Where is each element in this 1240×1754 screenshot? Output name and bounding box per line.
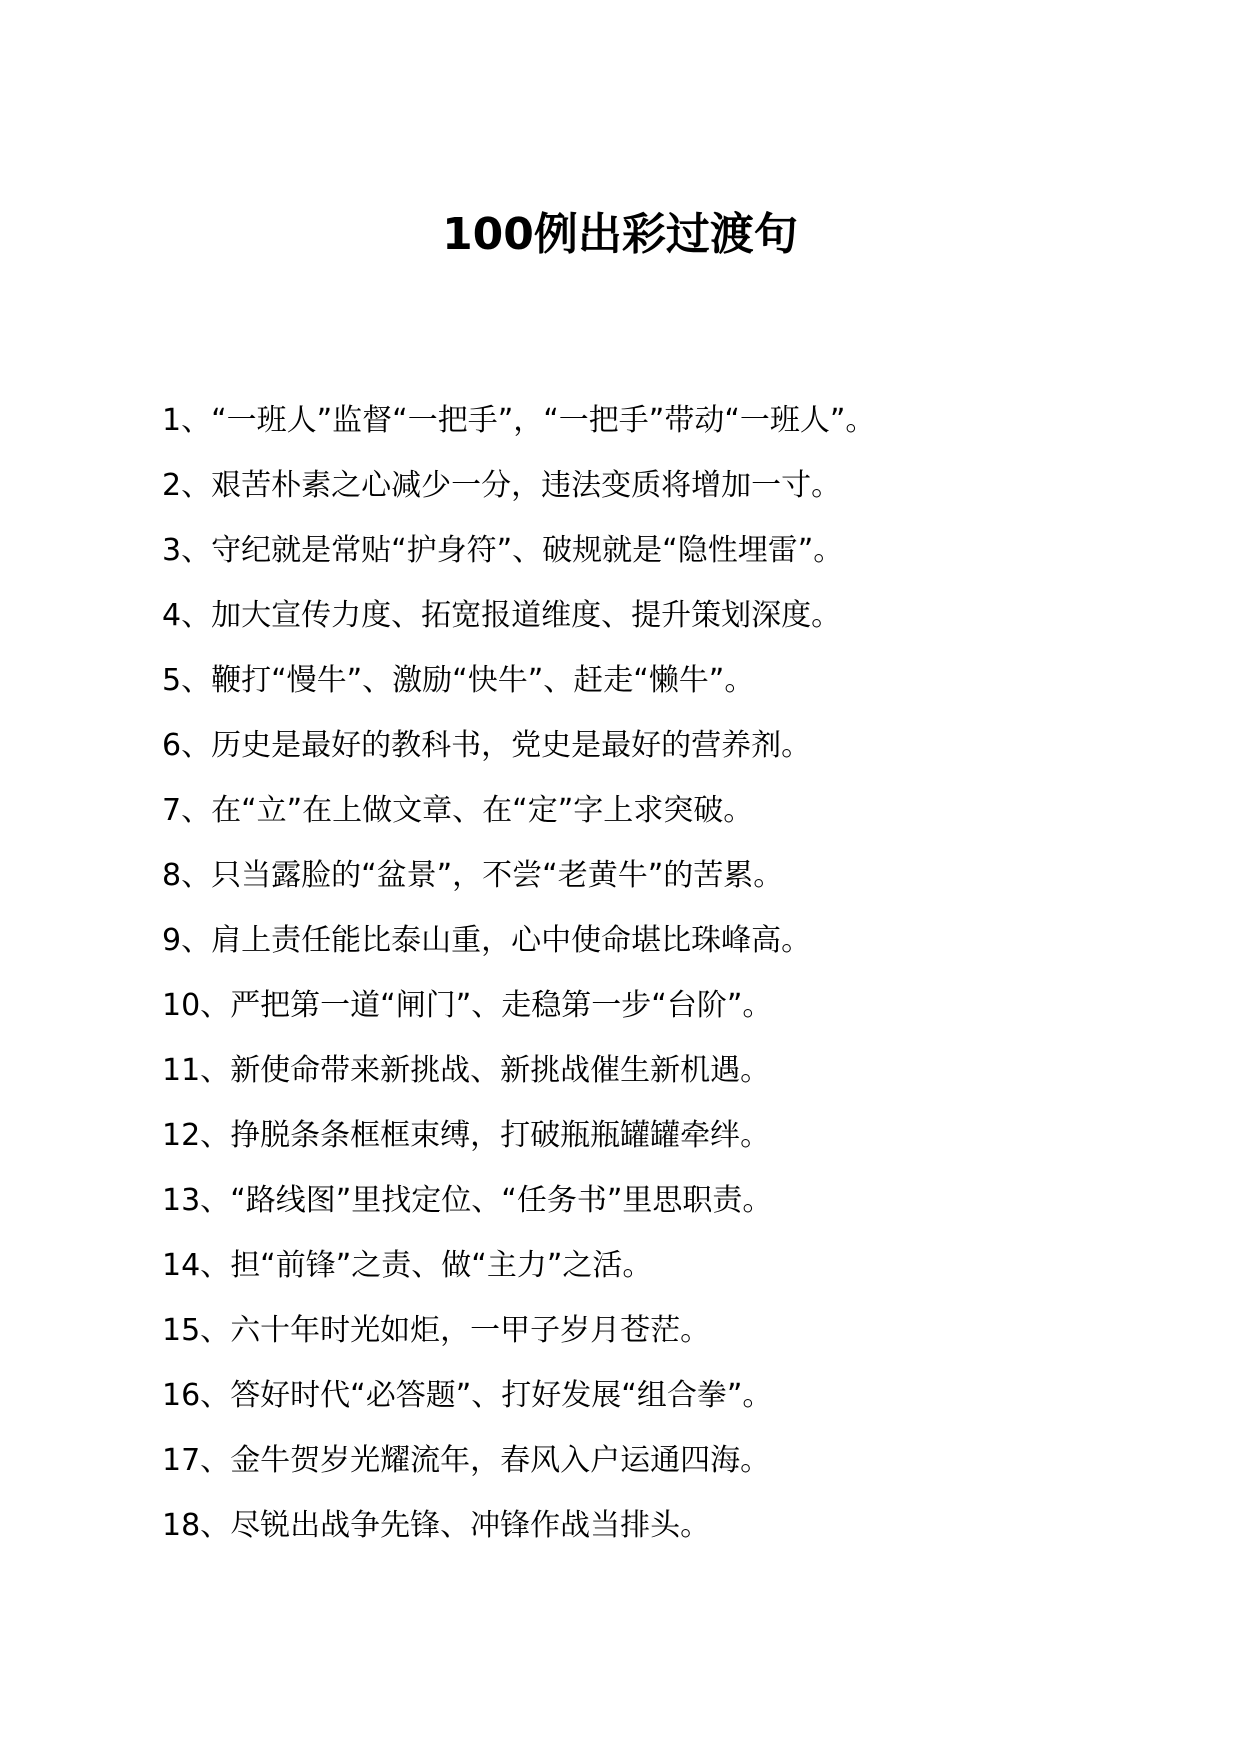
sentence-list: [162, 388, 1162, 1558]
item-number: 17、: [162, 1443, 231, 1478]
item-number: 8、: [162, 858, 212, 893]
item-number: 16、: [162, 1378, 231, 1413]
list-item: [162, 518, 1162, 583]
item-text: 守纪就是常贴“护身符”、破规就是“隐性埋雷”。: [211, 533, 844, 568]
list-item: [162, 1103, 1162, 1168]
item-text: 挣脱条条框框束缚，打破瓶瓶罐罐牵绊。: [230, 1118, 771, 1153]
list-item: [162, 1168, 1162, 1233]
list-item: [162, 1038, 1162, 1103]
list-item: [162, 583, 1162, 648]
list-item: [162, 908, 1162, 973]
item-text: 新使命带来新挑战、新挑战催生新机遇。: [230, 1053, 771, 1088]
list-item: [162, 648, 1162, 713]
list-item: [162, 1493, 1162, 1558]
item-number: 13、: [162, 1183, 231, 1218]
item-text: “一班人”监督“一把手”，“一把手”带动“一班人”。: [211, 403, 876, 438]
item-number: 18、: [162, 1508, 231, 1543]
item-number: 3、: [162, 533, 212, 568]
item-number: 1、: [162, 403, 212, 438]
item-text: 严把第一道“闸门”、走稳第一步“台阶”。: [230, 988, 773, 1023]
item-number: 7、: [162, 793, 212, 828]
list-item: [162, 843, 1162, 908]
item-number: 10、: [162, 988, 231, 1023]
item-text: 金牛贺岁光耀流年，春风入户运通四海。: [230, 1443, 771, 1478]
item-number: 9、: [162, 923, 212, 958]
list-item: [162, 453, 1162, 518]
list-item: [162, 1428, 1162, 1493]
item-number: 11、: [162, 1053, 231, 1088]
item-text: 历史是最好的教科书，党史是最好的营养剂。: [211, 728, 812, 763]
page-title: 100例出彩过渡句: [442, 209, 798, 260]
list-item: [162, 388, 1162, 453]
item-text: 只当露脸的“盆景”，不尝“老黄牛”的苦累。: [211, 858, 784, 893]
item-number: 5、: [162, 663, 212, 698]
item-text: 在“立”在上做文章、在“定”字上求突破。: [211, 793, 754, 828]
item-number: 15、: [162, 1313, 231, 1348]
item-text: 担“前锋”之责、做“主力”之活。: [230, 1248, 653, 1283]
list-item: [162, 713, 1162, 778]
list-item: [162, 1298, 1162, 1363]
item-text: 鞭打“慢牛”、激励“快牛”、赶走“懒牛”。: [211, 663, 755, 698]
item-text: 艰苦朴素之心减少一分，违法变质将增加一寸。: [211, 468, 842, 503]
item-text: “路线图”里找定位、“任务书”里思职责。: [230, 1183, 773, 1218]
list-item: [162, 778, 1162, 843]
item-number: 6、: [162, 728, 212, 763]
item-number: 12、: [162, 1118, 231, 1153]
item-text: 六十年时光如炬，一甲子岁月苍茫。: [230, 1313, 711, 1348]
item-text: 答好时代“必答题”、打好发展“组合拳”。: [230, 1378, 773, 1413]
list-item: [162, 973, 1162, 1038]
item-text: 加大宣传力度、拓宽报道维度、提升策划深度。: [211, 598, 842, 633]
item-number: 14、: [162, 1248, 231, 1283]
item-number: 2、: [162, 468, 212, 503]
list-item: [162, 1363, 1162, 1428]
item-text: 尽锐出战争先锋、冲锋作战当排头。: [230, 1508, 711, 1543]
item-text: 肩上责任能比泰山重，心中使命堪比珠峰高。: [211, 923, 812, 958]
list-item: [162, 1233, 1162, 1298]
item-number: 4、: [162, 598, 212, 633]
